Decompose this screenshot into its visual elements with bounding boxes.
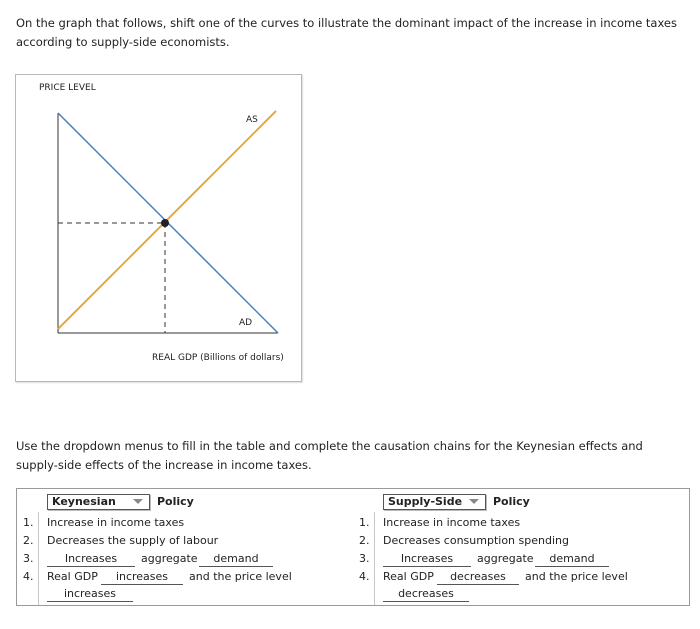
chain-step-1: Increase in income taxes: [383, 516, 521, 529]
dropdown-arrow-icon: [469, 499, 479, 504]
as-label: AS: [246, 115, 258, 125]
step3-middle-text: aggregate: [477, 552, 534, 565]
row-number: 4.: [23, 570, 34, 583]
equilibrium-point: [161, 219, 169, 227]
step3-middle-text: aggregate: [141, 552, 198, 565]
row-number-column: [17, 512, 39, 605]
graph-panel: [15, 74, 302, 382]
dropdown-value: Supply-Side: [388, 495, 463, 508]
row-number: 1.: [23, 516, 34, 529]
chain-step-2: Decreases consumption spending: [383, 534, 569, 547]
chain-step-2: Decreases the supply of labour: [47, 534, 219, 547]
step3-type-select[interactable]: demand: [535, 552, 609, 567]
step4-prefix: Real GDP: [47, 570, 98, 583]
question-intro: On the graph that follows, shift one of the curves to illustrate the dominant impact of the increase in income taxes according to supply-side economists.: [16, 16, 678, 49]
row-number: 3.: [359, 552, 370, 565]
row-number: 4.: [359, 570, 370, 583]
step4-price-select[interactable]: decreases: [383, 587, 469, 602]
ad-label: AD: [239, 318, 253, 328]
row-number-column: [353, 512, 375, 605]
chain-step-1: Increase in income taxes: [47, 516, 185, 529]
step4-gdp-select[interactable]: decreases: [437, 570, 519, 585]
step4-suffix: and the price level: [525, 570, 628, 583]
policy-label: Policy: [157, 495, 194, 508]
y-axis-label: PRICE LEVEL: [39, 83, 96, 93]
instructions: Use the dropdown menus to fill in the table and complete the causation chains for the Keynesian effects and supply-side effects of the increase in income taxes.: [16, 439, 643, 472]
row-number: 2.: [359, 534, 370, 547]
step4-prefix: Real GDP: [383, 570, 434, 583]
causation-table: [16, 488, 690, 606]
keynesian-column: [17, 489, 353, 605]
step4-suffix: and the price level: [189, 570, 292, 583]
row-number: 1.: [359, 516, 370, 529]
row-number: 3.: [23, 552, 34, 565]
x-axis-label: REAL GDP (Billions of dollars): [152, 353, 284, 363]
supply-demand-graph: [16, 75, 301, 381]
step4-gdp-select[interactable]: increases: [101, 570, 183, 585]
step3-direction-select[interactable]: Increases: [47, 552, 135, 567]
row-number: 2.: [23, 534, 34, 547]
step4-price-select[interactable]: increases: [47, 587, 133, 602]
policy-type-dropdown-left[interactable]: [47, 494, 150, 510]
step3-direction-select[interactable]: Increases: [383, 552, 471, 567]
supply-side-column: [353, 489, 689, 605]
policy-label: Policy: [493, 495, 530, 508]
step3-type-select[interactable]: demand: [199, 552, 273, 567]
policy-type-dropdown-right[interactable]: [383, 494, 486, 510]
dropdown-value: Keynesian: [52, 495, 116, 508]
dropdown-arrow-icon: [133, 499, 143, 504]
